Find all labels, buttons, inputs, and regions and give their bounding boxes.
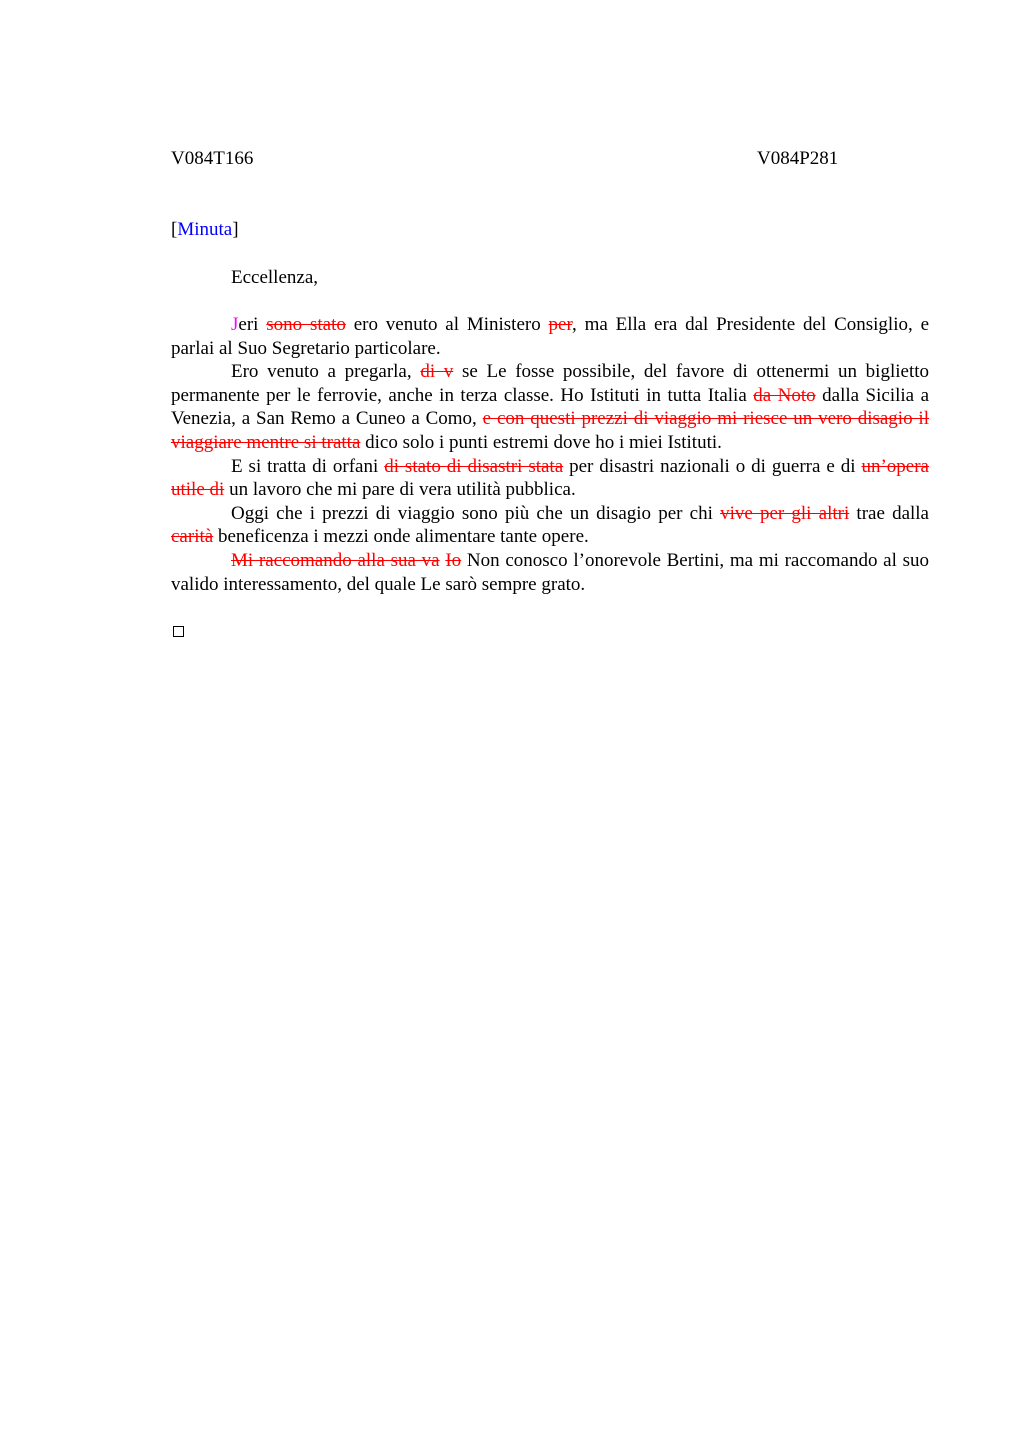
text-segment: se Le fosse possibile, del favore di ottenermi un biglietto permanente per le ferrovie, anche in terza classe. Ho Istituti in tutta Italia <box>171 361 930 406</box>
paragraph <box>171 455 929 502</box>
text-segment: E si tratta di orfani <box>231 455 385 477</box>
text-segment: Non conosco l’onorevole Bertini, ma mi raccomando al suo valido interessamento, del quale Le sarò sempre grato. <box>171 549 930 595</box>
deleted-text: e con questi prezzi di viaggio mi riesce un vero disagio il viaggiare mentre si tratta <box>171 408 929 453</box>
text-segment: ero venuto al Ministero <box>345 314 549 335</box>
text-segment: un lavoro che mi pare di vera utilità pubblica. <box>224 479 576 501</box>
deleted-text: un’opera utile di <box>171 455 929 501</box>
deleted-text: Io <box>445 549 462 571</box>
initial-letter: J <box>231 314 239 335</box>
tag-close-bracket: ] <box>232 219 239 240</box>
text-segment: dico solo i punti estremi dove ho i miei Istituti. <box>360 431 722 453</box>
deleted-text: sono stato <box>266 314 346 335</box>
document-code-left: V084T166 <box>171 148 254 169</box>
deleted-text: carità <box>171 526 214 548</box>
text-segment: trae dalla <box>849 502 929 524</box>
document-code-right: V084P281 <box>757 148 839 169</box>
text-segment: Ero venuto a pregarla, <box>231 361 421 383</box>
letter-body <box>171 313 929 596</box>
salutation: Eccellenza, <box>231 267 319 288</box>
text-segment: , ma Ella era dal Presidente del Consiglio, e parlai al Suo Segretario particolare. <box>171 314 929 359</box>
draft-tag <box>171 218 239 242</box>
text-segment: Oggi che i prezzi di viaggio sono più che un disagio per chi <box>231 502 721 524</box>
deleted-text: da Noto <box>753 384 816 406</box>
paragraph <box>171 313 929 360</box>
deleted-text: per <box>548 314 573 335</box>
deleted-text: vive per gli altri <box>720 502 850 524</box>
paragraph <box>171 360 929 454</box>
text-segment: eri <box>238 314 267 335</box>
text-segment: beneficenza i mezzi onde alimentare tante opere. <box>213 526 589 548</box>
paragraph <box>171 502 929 549</box>
deleted-text: di v <box>420 361 454 383</box>
end-square-icon <box>173 626 184 637</box>
text-segment: per disastri nazionali o di guerra e di <box>563 455 862 477</box>
text-segment: dalla Sicilia a Venezia, a San Remo a Cuneo a Como, <box>171 384 930 430</box>
deleted-text: di stato di disastri stata <box>384 455 564 477</box>
deleted-text: Mi raccomando alla sua va <box>231 549 440 571</box>
tag-label: Minuta <box>177 219 233 240</box>
tag-open-bracket: [ <box>171 219 178 240</box>
paragraph <box>171 549 929 596</box>
